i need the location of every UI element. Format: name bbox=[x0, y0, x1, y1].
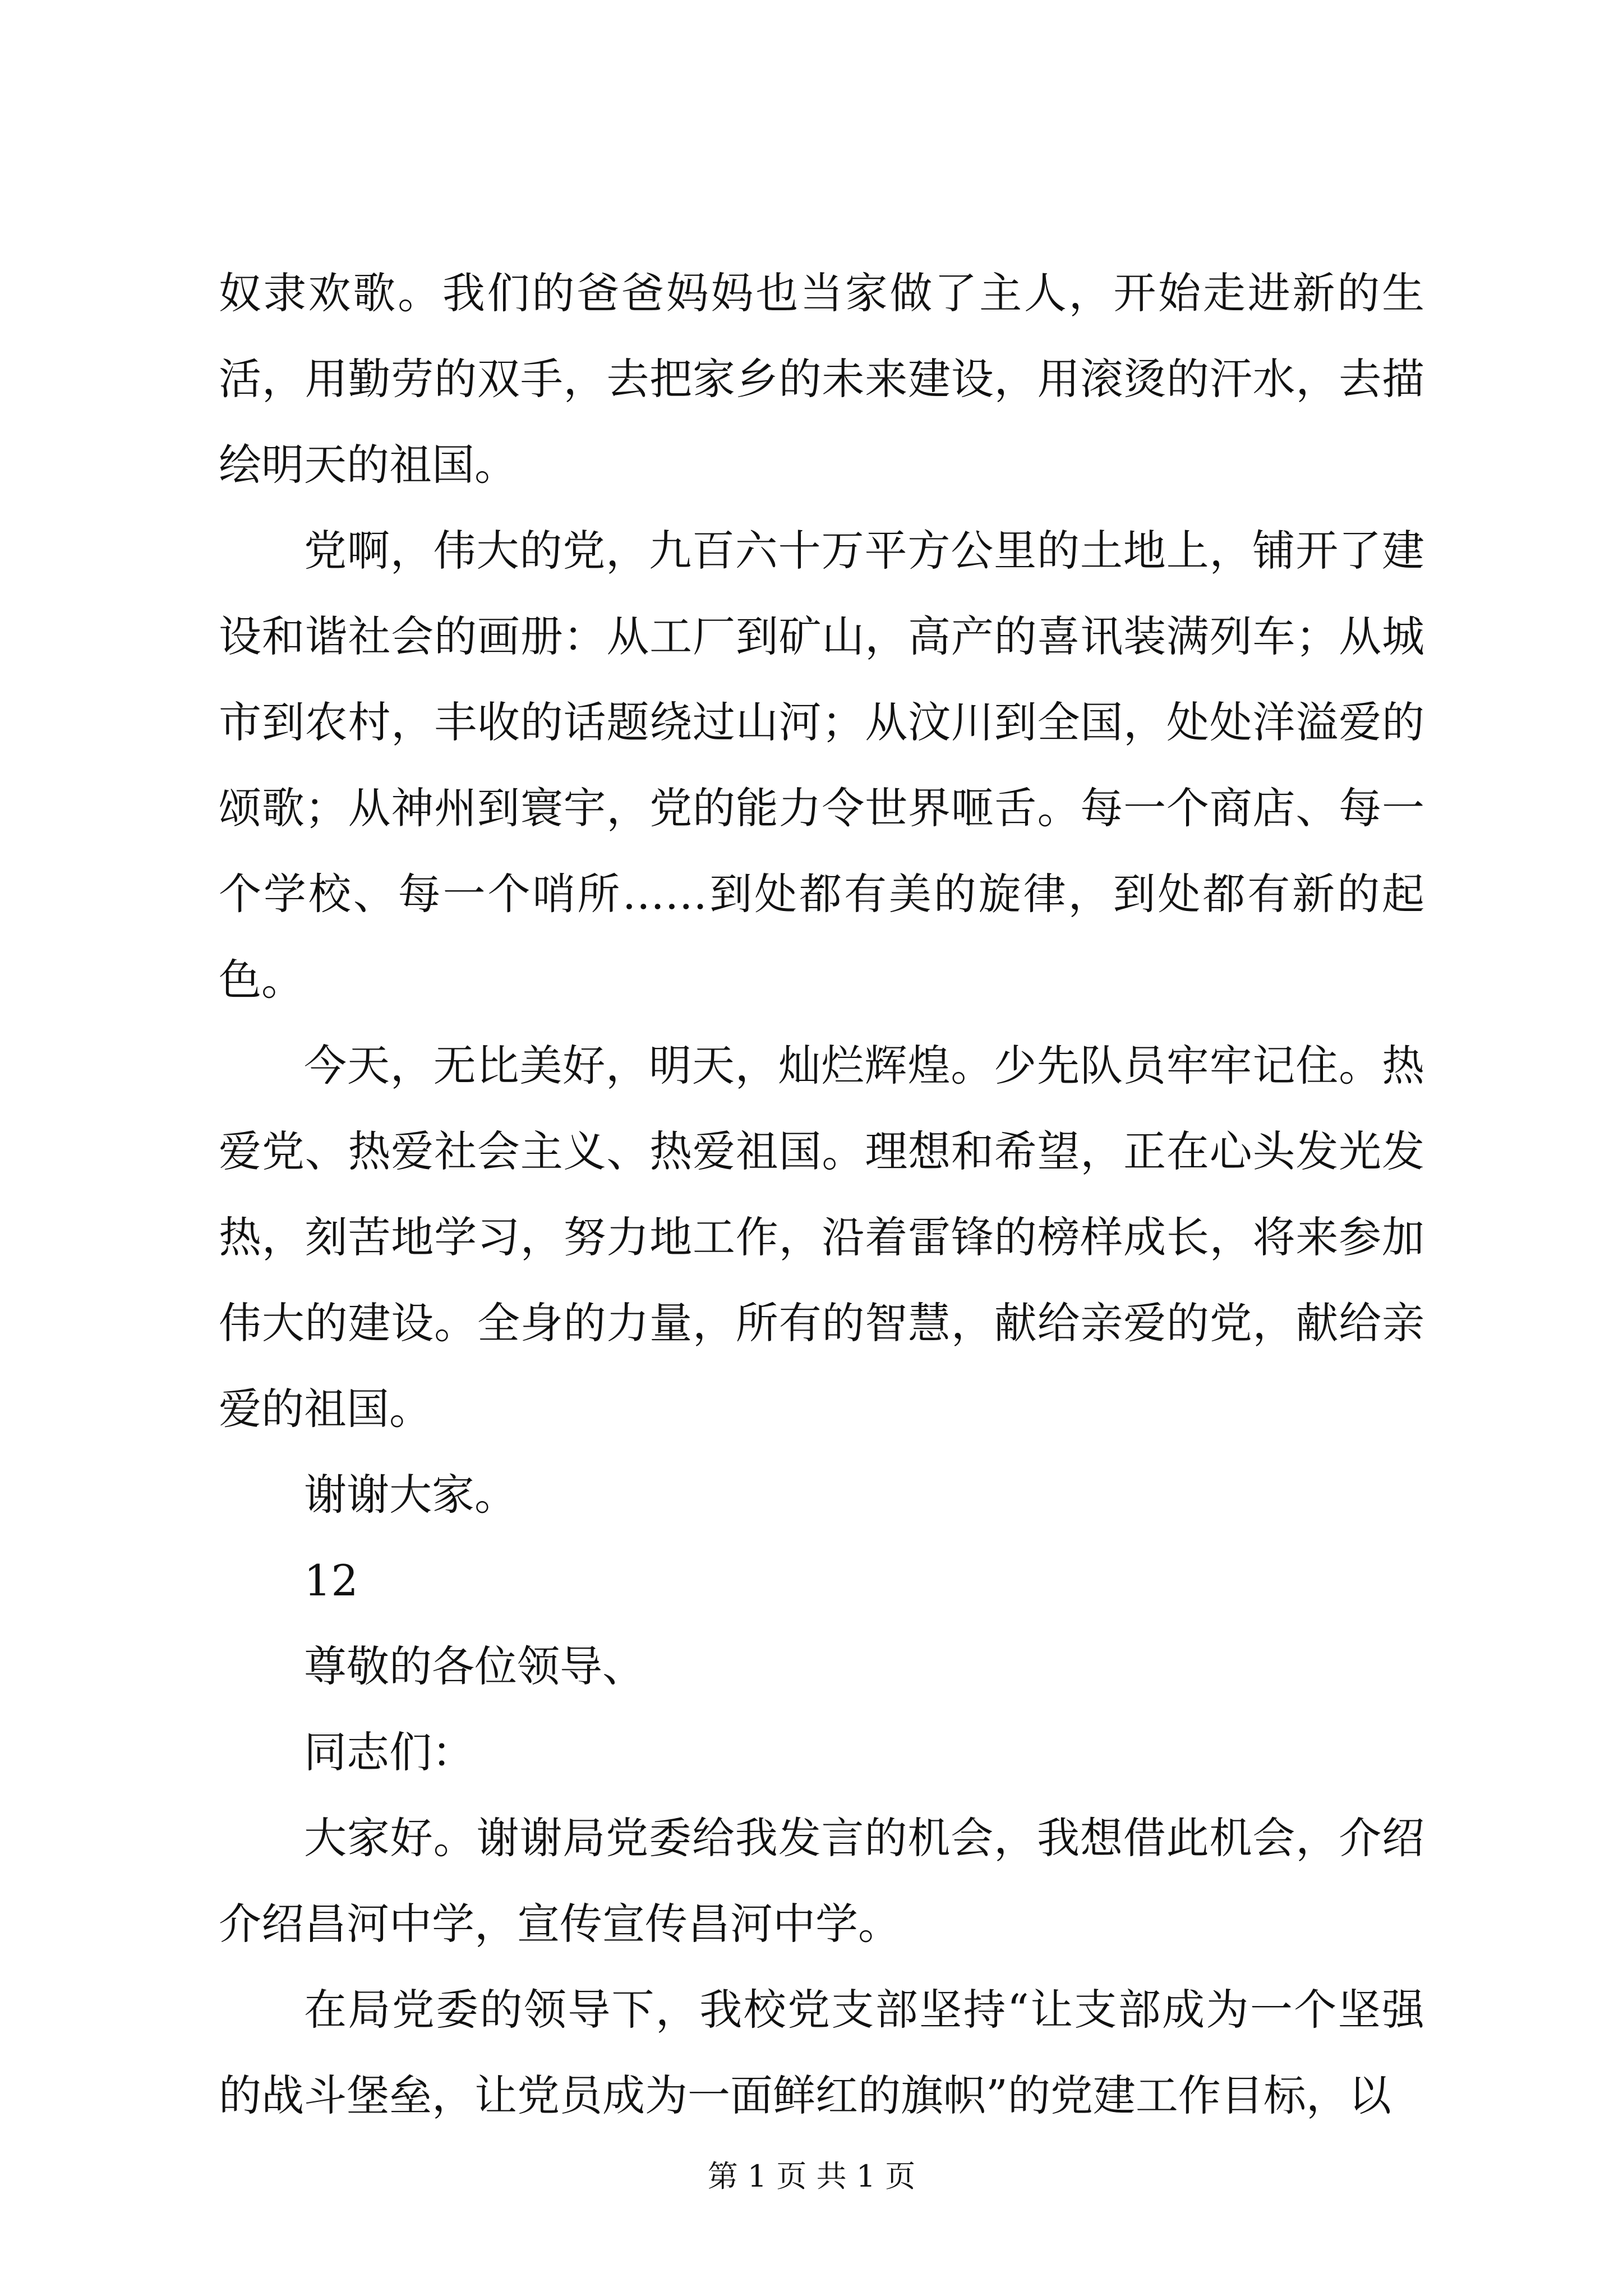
paragraph-continuation: 奴隶欢歌。我们的爸爸妈妈也当家做了主人，开始走进新的生活，用勤劳的双手，去把家乡的未来建设，用滚烫的汗水，去描绘明天的祖国。 bbox=[219, 268, 1424, 490]
page-footer: 第 1 页 共 1 页 bbox=[707, 2159, 916, 2194]
paragraph-greeting: 大家好。谢谢局党委给我发言的机会，我想借此机会，介绍介绍昌河中学，宣传宣传昌河中学。 bbox=[219, 1813, 1424, 1949]
document-body bbox=[219, 250, 1424, 2138]
salutation-comrades: 同志们： bbox=[304, 1727, 474, 1777]
section-number: 12 bbox=[304, 1556, 358, 1605]
paragraph-thanks: 谢谢大家。 bbox=[304, 1470, 517, 1520]
paragraph-party-achievements: 党啊，伟大的党，九百六十万平方公里的土地上，铺开了建设和谐社会的画册：从工厂到矿山，高产的喜讯装满列车；从城市到农村，丰收的话题绕过山河；从汶川到全国，处处洋溢爱的颂歌；从神州到寰宇，党的能力令世界咂舌。每一个商店、每一个学校、每一个哨所……到处都有美的旋律，到处都有新的起色。 bbox=[219, 526, 1424, 1005]
salutation-leaders: 尊敬的各位领导、 bbox=[304, 1641, 645, 1691]
paragraph-party-building: 在局党委的领导下，我校党支部坚持“让支部成为一个坚强的战斗堡垒，让党员成为一面鲜红的旗帜”的党建工作目标，以 bbox=[219, 1985, 1424, 2120]
paragraph-pioneers: 今天，无比美好，明天，灿烂辉煌。少先队员牢牢记住。热爱党、热爱社会主义、热爱祖国。理想和希望，正在心头发光发热，刻苦地学习，努力地工作，沿着雷锋的榜样成长，将来参加伟大的建设。全身的力量，所有的智慧，献给亲爱的党，献给亲爱的祖国。 bbox=[219, 1041, 1424, 1434]
